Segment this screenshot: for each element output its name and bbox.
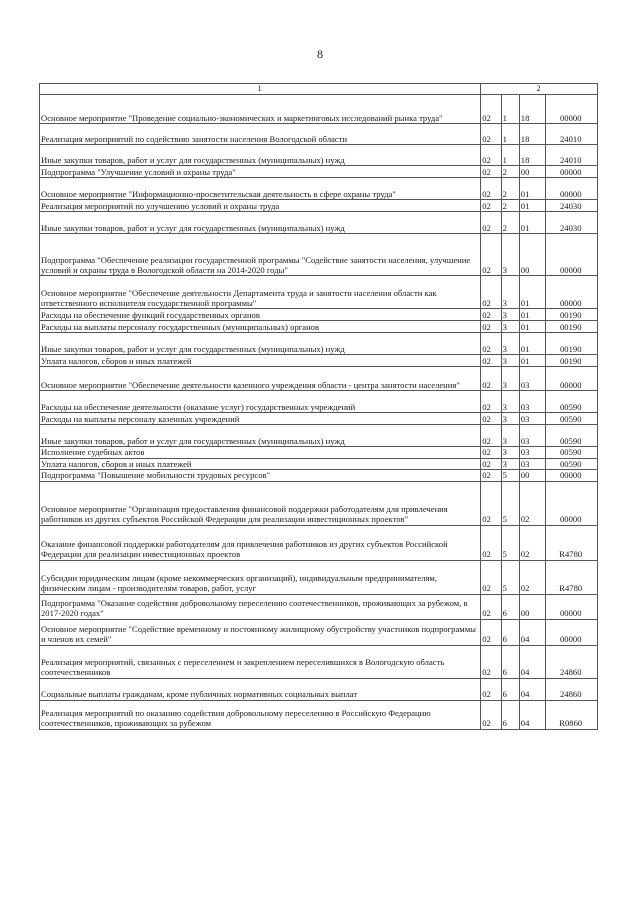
direction-code: 00190 xyxy=(545,355,598,367)
measure-code: 03 xyxy=(519,391,545,413)
table-row xyxy=(40,309,598,321)
subprogram-code: 3 xyxy=(501,321,519,333)
table-row xyxy=(40,413,598,425)
direction-code: R4780 xyxy=(545,560,598,594)
row-name: Расходы на выплаты персоналу государственных (муниципальных) органов xyxy=(40,321,481,333)
subprogram-code: 3 xyxy=(501,413,519,425)
row-name: Подпрограмма "Обеспечение реализации государственной программы "Содействие занятости населения, улучшение условий и охраны труда в Вологодской области на 2014-2020 годы" xyxy=(40,234,481,276)
table-row xyxy=(40,333,598,355)
measure-code: 03 xyxy=(519,425,545,447)
direction-code: 00000 xyxy=(545,367,598,391)
measure-code: 01 xyxy=(519,333,545,355)
measure-code: 00 xyxy=(519,234,545,276)
program-code: 02 xyxy=(481,124,501,145)
row-name: Исполнение судебных актов xyxy=(40,447,481,458)
subprogram-code: 3 xyxy=(501,309,519,321)
measure-code: 00 xyxy=(519,594,545,619)
table-row xyxy=(40,178,598,200)
measure-code: 04 xyxy=(519,619,545,645)
row-name: Реализация мероприятий по оказанию содействия добровольному переселению в Российскую Федерацию соотечественников, проживающих за рубежом xyxy=(40,700,481,729)
subprogram-code: 1 xyxy=(501,124,519,145)
direction-code: 00190 xyxy=(545,309,598,321)
row-name: Реализация мероприятий по содействию занятости населения Вологодской области xyxy=(40,124,481,145)
program-code: 02 xyxy=(481,178,501,200)
direction-code: 00000 xyxy=(545,234,598,276)
direction-code: 24860 xyxy=(545,678,598,700)
table-row xyxy=(40,95,598,124)
measure-code: 01 xyxy=(519,355,545,367)
subprogram-code: 3 xyxy=(501,391,519,413)
measure-code: 02 xyxy=(519,525,545,560)
program-code: 02 xyxy=(481,458,501,469)
program-code: 02 xyxy=(481,145,501,166)
table-row xyxy=(40,470,598,481)
subprogram-code: 2 xyxy=(501,178,519,200)
header-column-2: 2 xyxy=(481,84,598,95)
row-name: Расходы на обеспечение функций государственных органов xyxy=(40,309,481,321)
table-row xyxy=(40,560,598,594)
measure-code: 04 xyxy=(519,678,545,700)
program-code: 02 xyxy=(481,234,501,276)
table-row xyxy=(40,447,598,458)
row-name: Подпрограмма "Улучшение условий и охраны труда" xyxy=(40,166,481,178)
budget-classification-table xyxy=(39,83,598,730)
table-row xyxy=(40,234,598,276)
table-row xyxy=(40,525,598,560)
header-column-1: 1 xyxy=(40,84,481,95)
table-row xyxy=(40,367,598,391)
subprogram-code: 3 xyxy=(501,276,519,309)
direction-code: 00190 xyxy=(545,321,598,333)
direction-code: 00590 xyxy=(545,413,598,425)
subprogram-code: 6 xyxy=(501,700,519,729)
subprogram-code: 3 xyxy=(501,425,519,447)
program-code: 02 xyxy=(481,413,501,425)
program-code: 02 xyxy=(481,481,501,525)
row-name: Основное мероприятие "Проведение социально-экономических и маркетинговых исследований рынка труда" xyxy=(40,95,481,124)
program-code: 02 xyxy=(481,470,501,481)
table-row xyxy=(40,391,598,413)
row-name: Основное мероприятие "Обеспечение деятельности Департамента труда и занятости населения области как ответственного исполнителя государственной программы" xyxy=(40,276,481,309)
table-row xyxy=(40,355,598,367)
subprogram-code: 5 xyxy=(501,525,519,560)
table-row xyxy=(40,458,598,469)
subprogram-code: 3 xyxy=(501,458,519,469)
measure-code: 03 xyxy=(519,458,545,469)
table-body xyxy=(40,84,598,730)
table-row xyxy=(40,145,598,166)
program-code: 02 xyxy=(481,321,501,333)
measure-code: 01 xyxy=(519,309,545,321)
subprogram-code: 3 xyxy=(501,355,519,367)
row-name: Оказание финансовой поддержки работодателям для привлечения работников из других субъектов Российской Федерации для реализации инвестиционных проектов xyxy=(40,525,481,560)
measure-code: 18 xyxy=(519,124,545,145)
direction-code: 24010 xyxy=(545,124,598,145)
subprogram-code: 5 xyxy=(501,481,519,525)
program-code: 02 xyxy=(481,525,501,560)
table-row xyxy=(40,619,598,645)
row-name: Субсидии юридическим лицам (кроме некоммерческих организаций), индивидуальным предпринимателям, физическим лицам - производителям товаров, работ, услуг xyxy=(40,560,481,594)
program-code: 02 xyxy=(481,391,501,413)
table-row xyxy=(40,212,598,234)
row-name: Основное мероприятие "Информационно-просветительская деятельность в сфере охраны труда" xyxy=(40,178,481,200)
row-name: Основное мероприятие "Организация предоставления финансовой поддержки работодателям для привлечения работников из других субъектов Российской Федерации для реализации инвестиционных проектов" xyxy=(40,481,481,525)
measure-code: 18 xyxy=(519,145,545,166)
row-name: Подпрограмма "Оказание содействия добровольному переселению соотечественников, проживающих за рубежом, в 2017-2020 годах" xyxy=(40,594,481,619)
direction-code: 00000 xyxy=(545,470,598,481)
subprogram-code: 3 xyxy=(501,367,519,391)
row-name: Расходы на выплаты персоналу казенных учреждений xyxy=(40,413,481,425)
measure-code: 01 xyxy=(519,200,545,212)
table-row xyxy=(40,700,598,729)
measure-code: 04 xyxy=(519,700,545,729)
program-code: 02 xyxy=(481,309,501,321)
direction-code: 24860 xyxy=(545,645,598,678)
measure-code: 03 xyxy=(519,367,545,391)
subprogram-code: 1 xyxy=(501,95,519,124)
table-header-row xyxy=(40,84,598,95)
row-name: Социальные выплаты гражданам, кроме публичных нормативных социальных выплат xyxy=(40,678,481,700)
direction-code: 00590 xyxy=(545,391,598,413)
direction-code: 00190 xyxy=(545,333,598,355)
program-code: 02 xyxy=(481,95,501,124)
direction-code: 00590 xyxy=(545,458,598,469)
direction-code: R4780 xyxy=(545,525,598,560)
row-name: Иные закупки товаров, работ и услуг для государственных (муниципальных) нужд xyxy=(40,145,481,166)
program-code: 02 xyxy=(481,700,501,729)
program-code: 02 xyxy=(481,333,501,355)
subprogram-code: 3 xyxy=(501,447,519,458)
direction-code: R0860 xyxy=(545,700,598,729)
row-name: Уплата налогов, сборов и иных платежей xyxy=(40,355,481,367)
row-name: Уплата налогов, сборов и иных платежей xyxy=(40,458,481,469)
page-number: 8 xyxy=(317,47,323,61)
subprogram-code: 2 xyxy=(501,200,519,212)
subprogram-code: 6 xyxy=(501,619,519,645)
table-row xyxy=(40,166,598,178)
program-code: 02 xyxy=(481,560,501,594)
direction-code: 24030 xyxy=(545,200,598,212)
measure-code: 02 xyxy=(519,560,545,594)
measure-code: 01 xyxy=(519,212,545,234)
row-name: Основное мероприятие "Обеспечение деятельности казенного учреждения области - центра занятости населения" xyxy=(40,367,481,391)
table-row xyxy=(40,124,598,145)
direction-code: 00000 xyxy=(545,594,598,619)
row-name: Иные закупки товаров, работ и услуг для государственных (муниципальных) нужд xyxy=(40,333,481,355)
direction-code: 00590 xyxy=(545,425,598,447)
program-code: 02 xyxy=(481,276,501,309)
subprogram-code: 3 xyxy=(501,234,519,276)
measure-code: 04 xyxy=(519,645,545,678)
program-code: 02 xyxy=(481,166,501,178)
program-code: 02 xyxy=(481,447,501,458)
program-code: 02 xyxy=(481,678,501,700)
direction-code: 24030 xyxy=(545,212,598,234)
program-code: 02 xyxy=(481,200,501,212)
table-row xyxy=(40,645,598,678)
table-row xyxy=(40,678,598,700)
row-name: Иные закупки товаров, работ и услуг для государственных (муниципальных) нужд xyxy=(40,425,481,447)
direction-code: 00000 xyxy=(545,166,598,178)
measure-code: 01 xyxy=(519,178,545,200)
measure-code: 01 xyxy=(519,276,545,309)
subprogram-code: 6 xyxy=(501,645,519,678)
row-name: Расходы на обеспечение деятельности (оказание услуг) государственных учреждений xyxy=(40,391,481,413)
measure-code: 02 xyxy=(519,481,545,525)
program-code: 02 xyxy=(481,425,501,447)
table-row xyxy=(40,594,598,619)
direction-code: 00000 xyxy=(545,178,598,200)
direction-code: 00000 xyxy=(545,481,598,525)
measure-code: 00 xyxy=(519,166,545,178)
row-name: Реализация мероприятий по улучшению условий и охраны труда xyxy=(40,200,481,212)
row-name: Иные закупки товаров, работ и услуг для государственных (муниципальных) нужд xyxy=(40,212,481,234)
subprogram-code: 2 xyxy=(501,212,519,234)
row-name: Реализация мероприятий, связанных с переселением и закреплением переселившихся в Вологодскую область соотечественников xyxy=(40,645,481,678)
row-name: Подпрограмма "Повышение мобильности трудовых ресурсов" xyxy=(40,470,481,481)
subprogram-code: 5 xyxy=(501,560,519,594)
table-row xyxy=(40,321,598,333)
direction-code: 00000 xyxy=(545,276,598,309)
table-row xyxy=(40,200,598,212)
program-code: 02 xyxy=(481,619,501,645)
subprogram-code: 5 xyxy=(501,470,519,481)
measure-code: 18 xyxy=(519,95,545,124)
measure-code: 03 xyxy=(519,447,545,458)
direction-code: 24010 xyxy=(545,145,598,166)
row-name: Основное мероприятие "Содействие временному и постоянному жилищному обустройству участников подпрограммы и членов их семей" xyxy=(40,619,481,645)
table-row xyxy=(40,481,598,525)
subprogram-code: 6 xyxy=(501,594,519,619)
measure-code: 00 xyxy=(519,470,545,481)
direction-code: 00590 xyxy=(545,447,598,458)
table-row xyxy=(40,276,598,309)
program-code: 02 xyxy=(481,355,501,367)
subprogram-code: 2 xyxy=(501,166,519,178)
direction-code: 00000 xyxy=(545,95,598,124)
program-code: 02 xyxy=(481,645,501,678)
direction-code: 00000 xyxy=(545,619,598,645)
subprogram-code: 1 xyxy=(501,145,519,166)
program-code: 02 xyxy=(481,594,501,619)
measure-code: 01 xyxy=(519,321,545,333)
measure-code: 03 xyxy=(519,413,545,425)
program-code: 02 xyxy=(481,212,501,234)
program-code: 02 xyxy=(481,367,501,391)
subprogram-code: 3 xyxy=(501,333,519,355)
table-row xyxy=(40,425,598,447)
subprogram-code: 6 xyxy=(501,678,519,700)
